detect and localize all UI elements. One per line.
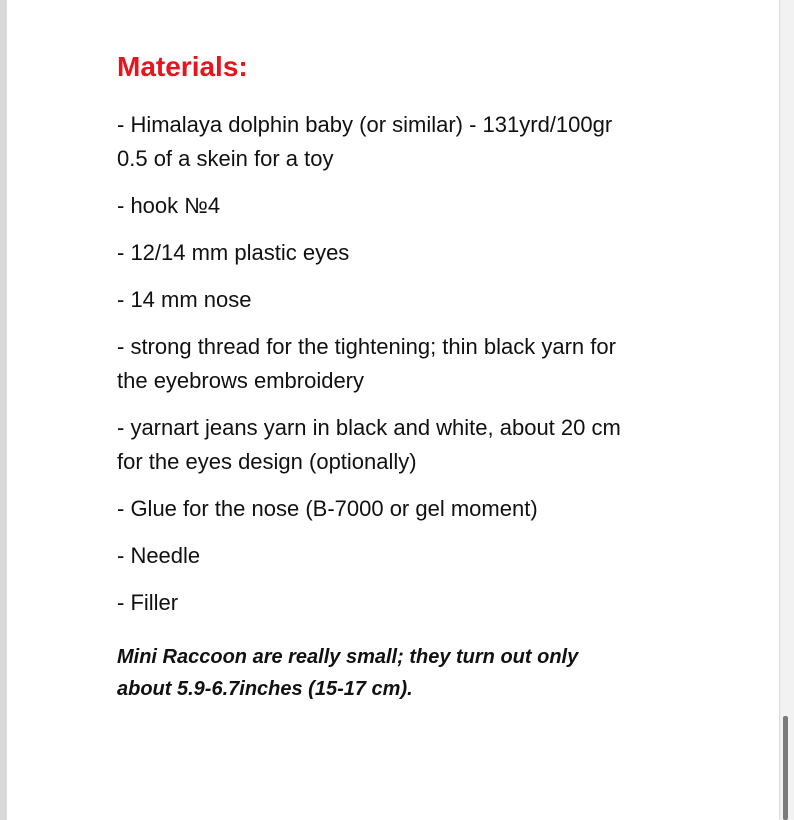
list-item: - 12/14 mm plastic eyes bbox=[117, 240, 350, 265]
list-item: - hook №4 bbox=[117, 193, 221, 218]
materials-list bbox=[117, 108, 747, 633]
list-item: - Himalaya dolphin baby (or similar) - 131yrd/100gr 0.5 of a skein for a toy bbox=[117, 112, 613, 171]
list-item: - Glue for the nose (B-7000 or gel moment) bbox=[117, 496, 538, 521]
list-item: - Filler bbox=[117, 590, 179, 615]
vertical-scrollbar[interactable] bbox=[783, 716, 788, 820]
document-page bbox=[7, 0, 779, 820]
list-item: - yarnart jeans yarn in black and white, about 20 cm for the eyes design (optionally) bbox=[117, 415, 621, 474]
left-edge-bar bbox=[0, 0, 6, 820]
list-item: - Needle bbox=[117, 543, 201, 568]
materials-heading: Materials: bbox=[117, 51, 248, 82]
size-note: Mini Raccoon are really small; they turn out only about 5.9-6.7inches (15-17 cm). bbox=[117, 646, 579, 700]
list-item: - strong thread for the tightening; thin black yarn for the eyebrows embroidery bbox=[117, 334, 616, 393]
list-item: - 14 mm nose bbox=[117, 287, 252, 312]
